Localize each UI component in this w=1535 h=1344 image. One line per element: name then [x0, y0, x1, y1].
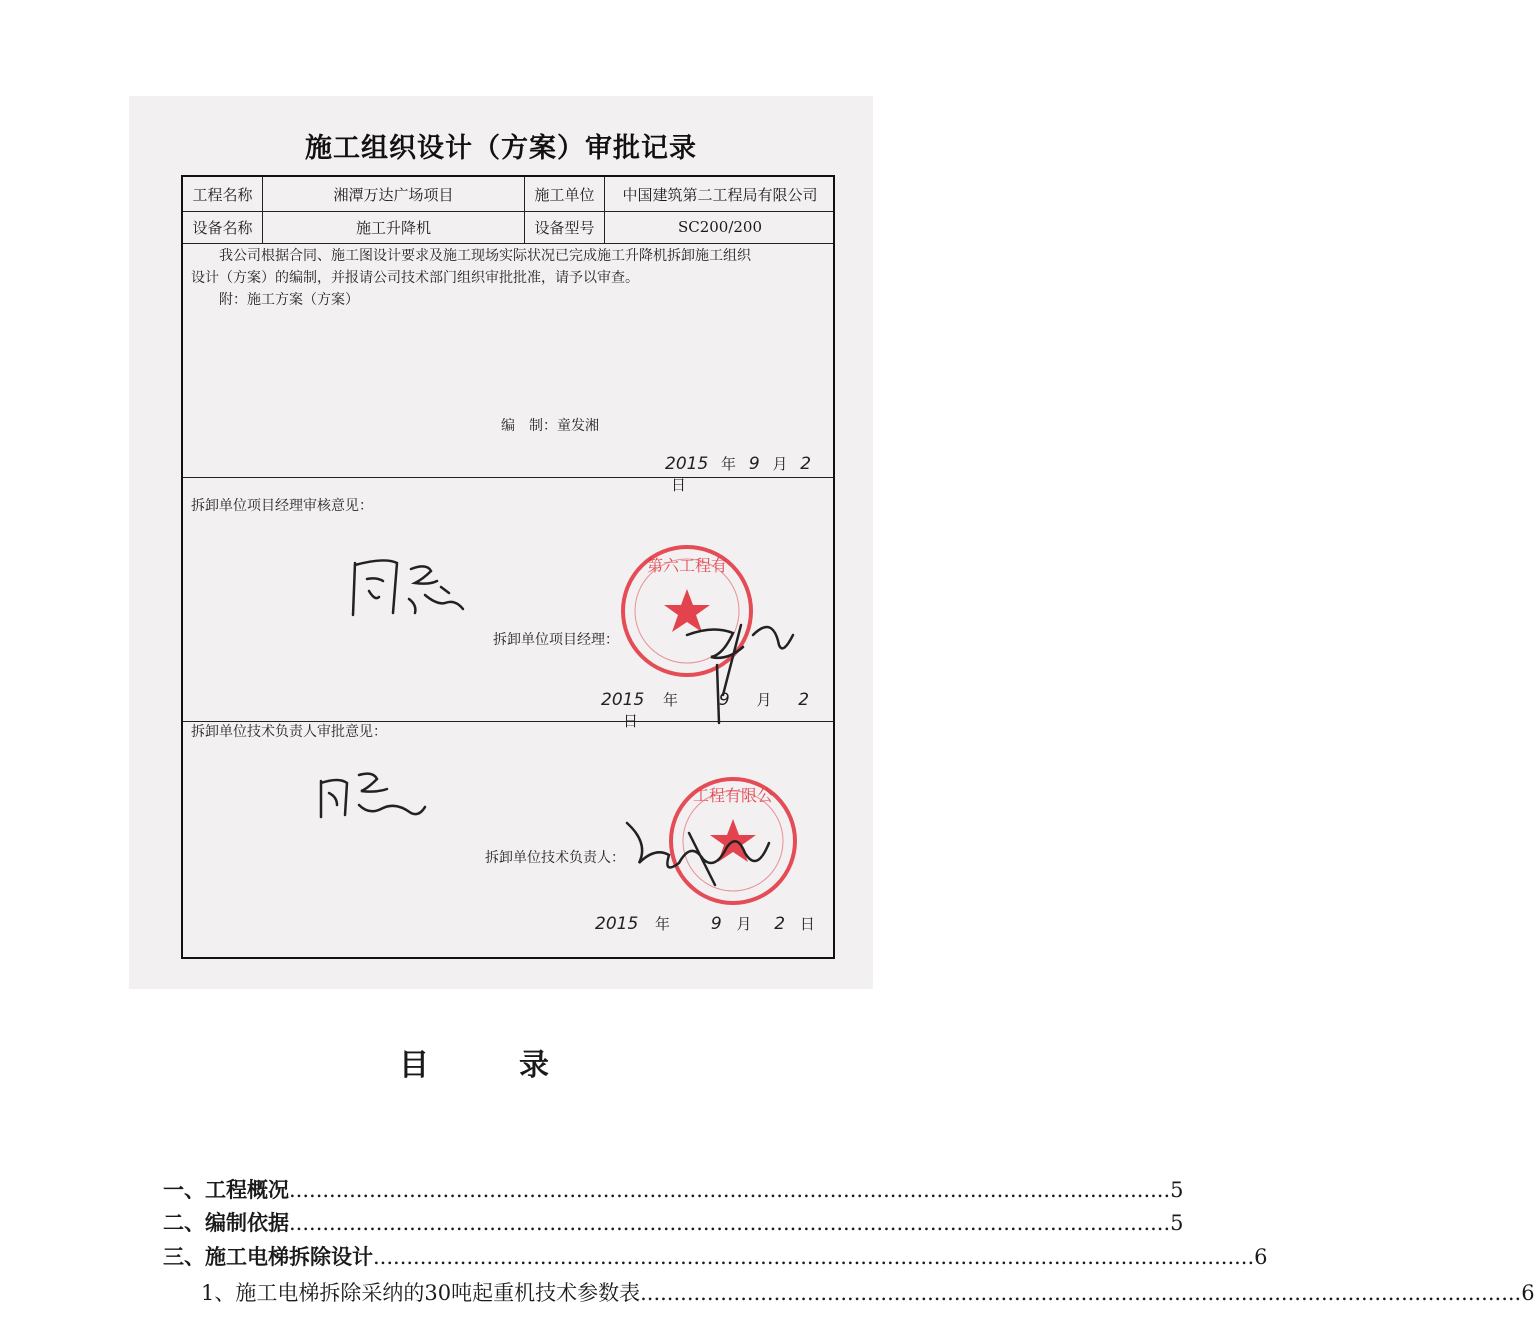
date-year: 2015: [665, 454, 709, 474]
toc-dot-leader: ....................................................................................................................................: [640, 1281, 1522, 1305]
toc-item[interactable]: [201, 1277, 1535, 1307]
toc-item-page: 6: [1521, 1281, 1535, 1305]
toc-item[interactable]: [163, 1174, 1184, 1204]
tech-signature: [619, 813, 789, 893]
toc-item-label: 三、施工电梯拆除设计: [163, 1244, 373, 1269]
manager-opinion-handwriting: [345, 543, 485, 623]
equipment-name-label: 设备名称: [183, 211, 263, 243]
submission-line-2: 设计（方案）的编制，并报请公司技术部门组织审批批准，请予以审查。: [191, 270, 639, 286]
date-day: 2: [798, 690, 810, 710]
equipment-row: [183, 211, 833, 244]
date-month: 9: [710, 914, 722, 934]
manager-review-heading: 拆卸单位项目经理审核意见：: [191, 498, 373, 514]
approval-record-scan: [129, 96, 873, 989]
equipment-model-label: 设备型号: [525, 211, 605, 243]
svg-text:工程有限公: 工程有限公: [692, 786, 774, 805]
equipment-model-value: SC200/200: [677, 218, 763, 236]
tech-signer-label: 拆卸单位技术负责人：: [485, 850, 625, 866]
date-year: 2015: [595, 914, 639, 934]
approval-form-table: [181, 175, 835, 959]
toc-title: [0, 1040, 950, 1084]
svg-text:第六工程有: 第六工程有: [646, 556, 728, 575]
manager-review-section: [183, 477, 833, 730]
compiler-line: 编 制：童发湘: [501, 418, 599, 434]
toc-dot-leader: ....................................................................................................................................: [289, 1211, 1171, 1235]
project-name-value: 湘潭万达广场项目: [263, 177, 525, 211]
toc-title-right: 录: [519, 1048, 551, 1083]
tech-approval-section: [183, 721, 833, 959]
toc-title-left: 目: [399, 1048, 431, 1083]
toc-item-label: 二、编制依据: [163, 1210, 289, 1235]
project-row: [183, 177, 833, 212]
submission-line-1: 我公司根据合同、施工图设计要求及施工现场实际状况已完成施工升降机拆卸施工组织: [219, 248, 751, 264]
submission-text: [191, 245, 831, 311]
date-day: 2: [774, 914, 786, 934]
construction-unit-value: 中国建筑第二工程局有限公司: [622, 185, 818, 204]
submission-section: [183, 243, 833, 494]
date-month: 9: [748, 454, 760, 474]
toc-item[interactable]: [163, 1241, 1268, 1271]
date-month-unit: 月: [736, 915, 752, 933]
project-name-label: 工程名称: [183, 177, 263, 211]
date-day-unit: 日: [623, 712, 639, 730]
equipment-name-value: 施工升降机: [263, 211, 525, 243]
date-day-unit: 日: [671, 476, 687, 494]
toc-item-label: 1、施工电梯拆除采纳的30吨起重机技术参数表: [201, 1281, 641, 1305]
date-month-unit: 月: [756, 691, 772, 709]
tech-opinion-handwriting: [315, 761, 435, 831]
construction-unit-label: 施工单位: [525, 177, 605, 211]
date-year: 2015: [601, 690, 645, 710]
toc-item[interactable]: [163, 1207, 1184, 1237]
tech-approval-heading: 拆卸单位技术负责人审批意见：: [191, 724, 387, 740]
toc-item-page: 5: [1170, 1211, 1184, 1235]
attachment-line: 附：施工方案（方案）: [219, 292, 359, 308]
toc-item-page: 5: [1170, 1178, 1184, 1202]
form-title: 施工组织设计（方案）审批记录: [305, 133, 697, 164]
date-month: 9: [718, 690, 730, 710]
date-year-unit: 年: [663, 691, 679, 709]
toc-item-page: 6: [1254, 1245, 1268, 1269]
section3-date: [595, 913, 815, 934]
date-year-unit: 年: [721, 455, 737, 473]
toc-dot-leader: ....................................................................................................................................: [289, 1178, 1171, 1202]
date-day-unit: 日: [799, 915, 815, 933]
toc-dot-leader: ....................................................................................................................................: [373, 1245, 1255, 1269]
manager-signer-label: 拆卸单位项目经理：: [493, 632, 619, 648]
date-day: 2: [800, 454, 812, 474]
date-year-unit: 年: [655, 915, 671, 933]
date-month-unit: 月: [772, 455, 788, 473]
toc-item-label: 一、工程概况: [163, 1177, 289, 1202]
